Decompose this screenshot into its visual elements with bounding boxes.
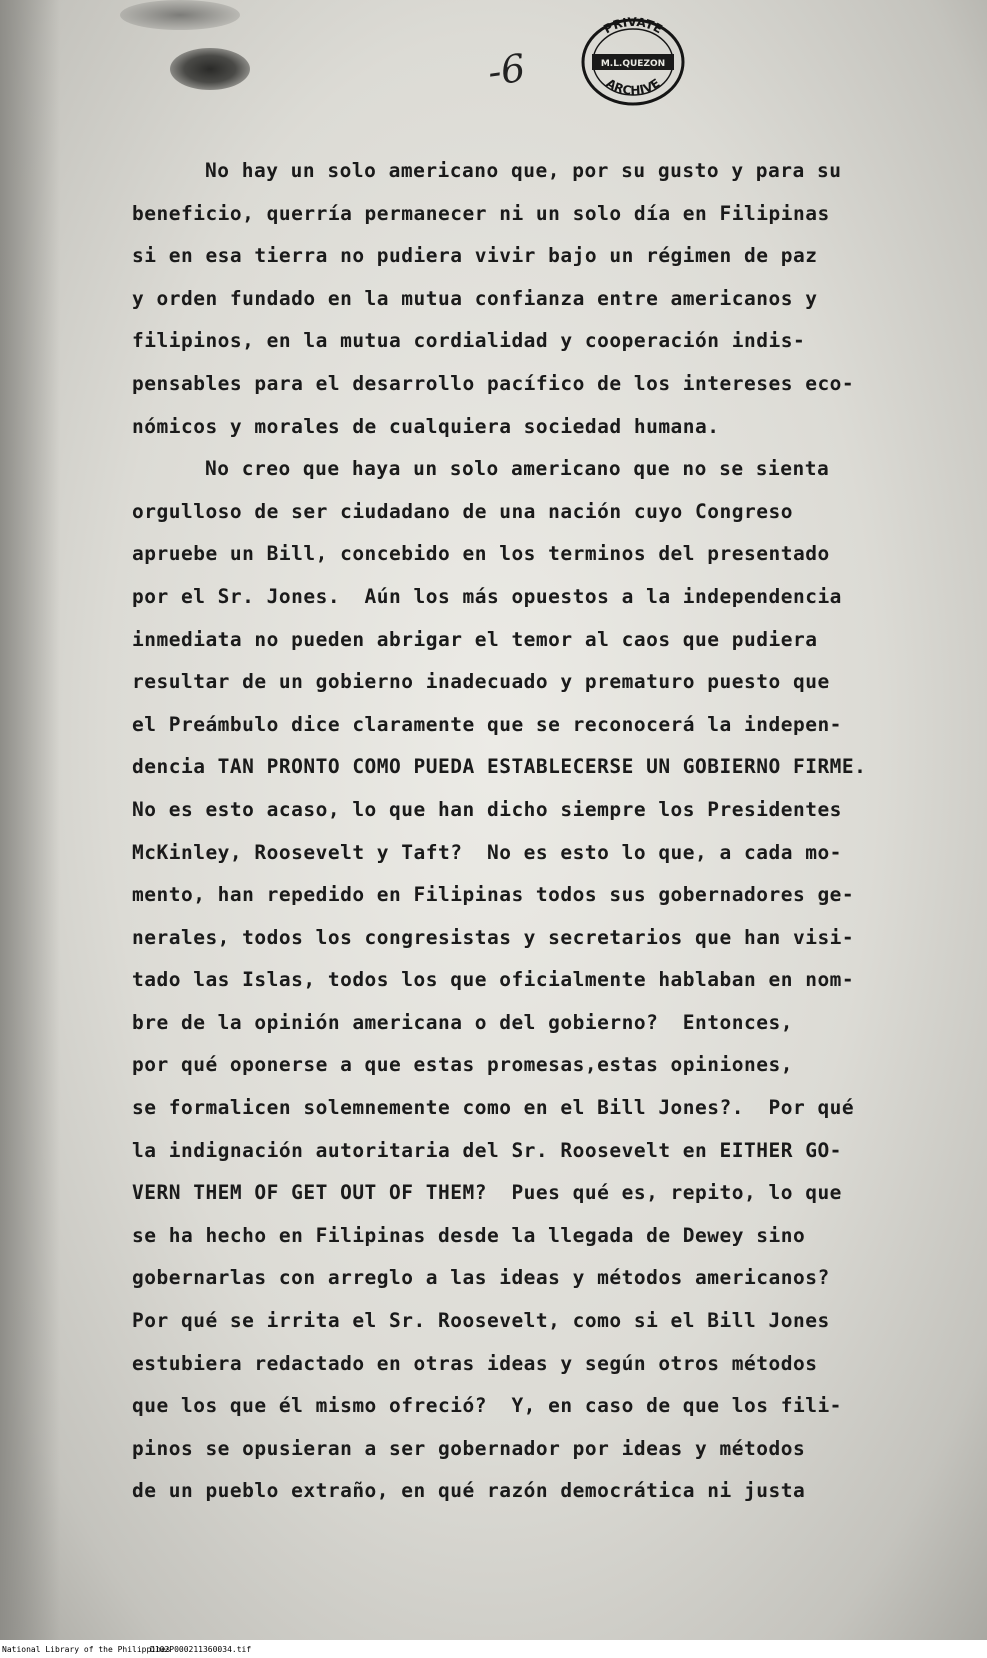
text-line: pinos se opusieran a ser gobernador por ideas y métodos bbox=[132, 1436, 806, 1460]
text-line: VERN THEM OF GET OUT OF THEM? Pues qué es, repito, lo que bbox=[132, 1181, 842, 1205]
text-line: Por qué se irrita el Sr. Roosevelt, como si el Bill Jones bbox=[132, 1309, 830, 1333]
text-line: pensables para el desarrollo pacífico de los intereses eco- bbox=[132, 371, 855, 395]
text-line: filipinos, en la mutua cordialidad y cooperación indis- bbox=[132, 329, 806, 353]
text-line: dencia TAN PRONTO COMO PUEDA ESTABLECERSE UN GOBIERNO FIRME. bbox=[132, 755, 867, 779]
text-line: McKinley, Roosevelt y Taft? No es esto lo que, a cada mo- bbox=[132, 840, 842, 864]
text-line: beneficio, querría permanecer ni un solo día en Filipinas bbox=[132, 201, 830, 225]
ink-smudge bbox=[120, 0, 240, 30]
footer-file: D102P000211360034.tif bbox=[150, 1645, 252, 1654]
text-line: bre de la opinión americana o del gobierno? Entonces, bbox=[132, 1010, 793, 1034]
text-line: orgulloso de ser ciudadano de una nación cuyo Congreso bbox=[132, 499, 793, 523]
text-line: resultar de un gobierno inadecuado y prematuro puesto que bbox=[132, 670, 830, 694]
svg-text:ARCHIVE bbox=[604, 76, 663, 98]
stamp-bottom-text: ARCHIVE bbox=[603, 75, 663, 98]
text-line: No hay un solo americano que, por su gusto y para su bbox=[205, 159, 842, 182]
text-line: que los que él mismo ofreció? Y, en caso de que los fili- bbox=[132, 1394, 842, 1418]
text-line: de un pueblo extraño, en qué razón democrática ni justa bbox=[132, 1479, 806, 1503]
text-line: nerales, todos los congresistas y secretarios que han visi- bbox=[132, 925, 855, 949]
stamp-middle-text: M.L.QUEZON bbox=[600, 59, 666, 69]
text-line: por qué oponerse a que estas promesas,estas opiniones, bbox=[132, 1053, 793, 1077]
typed-text-body bbox=[132, 150, 962, 1513]
text-line: se ha hecho en Filipinas desde la llegada de Dewey sino bbox=[132, 1223, 806, 1247]
text-line: por el Sr. Jones. Aún los más opuestos a la independencia bbox=[132, 584, 842, 608]
text-line: No es esto acaso, lo que han dicho siempre los Presidentes bbox=[132, 797, 842, 821]
svg-text:PRIVATE bbox=[601, 16, 664, 36]
scan-footer bbox=[0, 1643, 987, 1658]
text-line: inmediata no pueden abrigar el temor al caos que pudiera bbox=[132, 627, 818, 651]
footer-library: National Library of the Philippines bbox=[2, 1645, 171, 1654]
scan-edge-shadow bbox=[0, 0, 60, 1640]
text-line: se formalicen solemnemente como en el Bill Jones?. Por qué bbox=[132, 1096, 855, 1120]
handwritten-page-number: -6 bbox=[485, 45, 528, 95]
text-line: y orden fundado en la mutua confianza entre americanos y bbox=[132, 286, 818, 310]
text-line: el Preámbulo dice claramente que se reconocerá la indepen- bbox=[132, 712, 842, 736]
text-line: la indignación autoritaria del Sr. Roosevelt en EITHER GO- bbox=[132, 1138, 842, 1162]
text-line: No creo que haya un solo americano que no se sienta bbox=[205, 457, 830, 481]
stamp-top-text: PRIVATE bbox=[601, 16, 665, 37]
text-line: gobernarlas con arreglo a las ideas y métodos americanos? bbox=[132, 1266, 830, 1290]
text-line: tado las Islas, todos los que oficialmente hablaban en nom- bbox=[132, 968, 855, 992]
ink-blot bbox=[170, 48, 250, 90]
text-line: apruebe un Bill, concebido en los terminos del presentado bbox=[132, 542, 830, 566]
text-line: nómicos y morales de cualquiera sociedad humana. bbox=[132, 414, 720, 438]
text-line: si en esa tierra no pudiera vivir bajo un régimen de paz bbox=[132, 244, 818, 268]
text-line: mento, han repedido en Filipinas todos sus gobernadores ge- bbox=[132, 883, 855, 907]
archive-stamp bbox=[578, 16, 688, 106]
text-line: estubiera redactado en otras ideas y según otros métodos bbox=[132, 1351, 818, 1375]
